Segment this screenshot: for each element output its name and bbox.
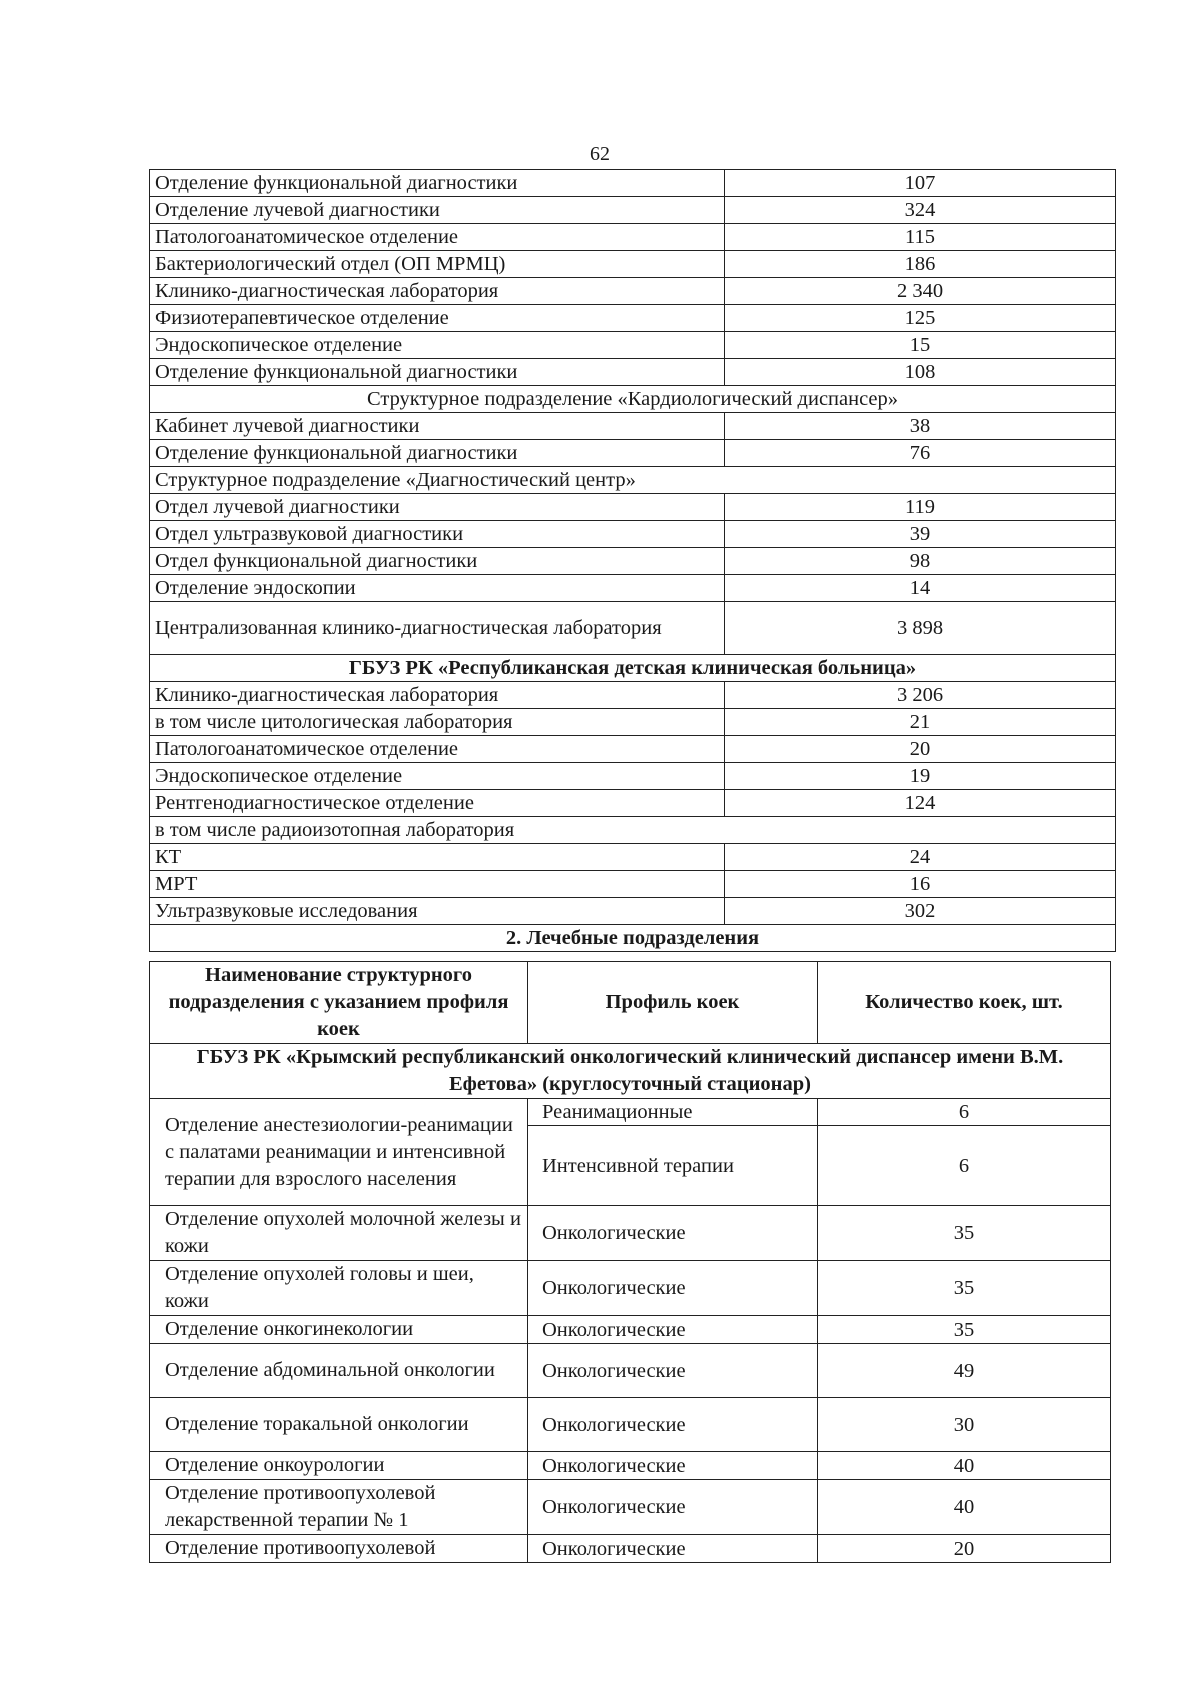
row-name: КТ (150, 844, 725, 871)
table-row (150, 736, 1116, 763)
department-name: Отделение опухолей молочной железы и кожи (150, 1206, 528, 1261)
row-value: 124 (725, 790, 1116, 817)
row-value: 186 (725, 251, 1116, 278)
bed-count: 30 (818, 1398, 1111, 1452)
table-row (150, 844, 1116, 871)
anesthesia-profile-1: Реанимационные (528, 1099, 818, 1126)
table-row (150, 709, 1116, 736)
bed-count: 49 (818, 1344, 1111, 1398)
row-value: 20 (725, 736, 1116, 763)
row-name: Отделение функциональной диагностики (150, 359, 725, 386)
row-value: 38 (725, 413, 1116, 440)
row-name: Централизованная клинико-диагностическая лаборатория (150, 602, 725, 655)
row-value: 115 (725, 224, 1116, 251)
table-row (150, 1398, 1111, 1452)
row-name: Клинико-диагностическая лаборатория (150, 278, 725, 305)
table-row (150, 575, 1116, 602)
table-row (150, 790, 1116, 817)
bed-profile: Онкологические (528, 1398, 818, 1452)
row-name: Отделение функциональной диагностики (150, 440, 725, 467)
table-row (150, 871, 1116, 898)
section-heading: Структурное подразделение «Кардиологический диспансер» (150, 386, 1116, 413)
row-name: Отделение функциональной диагностики (150, 170, 725, 197)
bed-profile: Онкологические (528, 1344, 818, 1398)
table-row (150, 548, 1116, 575)
row-value: 15 (725, 332, 1116, 359)
table-row (150, 386, 1116, 413)
section-heading: Структурное подразделение «Диагностический центр» (150, 467, 1116, 494)
department-name: Отделение торакальной онкологии (150, 1398, 528, 1452)
row-name: Отдел лучевой диагностики (150, 494, 725, 521)
table-row (150, 224, 1116, 251)
table-row (150, 278, 1116, 305)
row-value: 302 (725, 898, 1116, 925)
row-value: 19 (725, 763, 1116, 790)
bed-profile: Онкологические (528, 1316, 818, 1344)
row-value: 108 (725, 359, 1116, 386)
table-row (150, 682, 1116, 709)
table-row (150, 1206, 1111, 1261)
table-row (150, 170, 1116, 197)
bed-profile: Онкологические (528, 1206, 818, 1261)
bed-count: 35 (818, 1316, 1111, 1344)
table-row (150, 817, 1116, 844)
row-name: Отделение лучевой диагностики (150, 197, 725, 224)
bed-profile: Онкологические (528, 1480, 818, 1535)
row-value: 21 (725, 709, 1116, 736)
department-name: Отделение онкогинекологии (150, 1316, 528, 1344)
row-name: в том числе цитологическая лаборатория (150, 709, 725, 736)
row-name: Отдел ультразвуковой диагностики (150, 521, 725, 548)
department-name: Отделение противоопухолевой лекарственной терапии № 1 (150, 1480, 528, 1535)
table-row (150, 1261, 1111, 1316)
anesthesia-count-2: 6 (818, 1126, 1111, 1206)
table-row (150, 197, 1116, 224)
table-row (150, 763, 1116, 790)
row-value: 98 (725, 548, 1116, 575)
row-name: Бактериологический отдел (ОП МРМЦ) (150, 251, 725, 278)
row-value: 14 (725, 575, 1116, 602)
table-row (150, 1480, 1111, 1535)
row-value: 125 (725, 305, 1116, 332)
table-row (150, 494, 1116, 521)
section-heading: ГБУЗ РК «Республиканская детская клиническая больница» (150, 655, 1116, 682)
table-row (150, 1535, 1111, 1563)
row-value: 39 (725, 521, 1116, 548)
row-name: в том числе радиоизотопная лаборатория (150, 817, 1116, 844)
row-name: Эндоскопическое отделение (150, 332, 725, 359)
header-profile: Профиль коек (528, 962, 818, 1044)
row-name: Клинико-диагностическая лаборатория (150, 682, 725, 709)
bed-count: 40 (818, 1480, 1111, 1535)
bed-profile: Онкологические (528, 1261, 818, 1316)
table-row (150, 1344, 1111, 1398)
row-value: 16 (725, 871, 1116, 898)
diagnostics-table (149, 169, 1116, 952)
table-row (150, 359, 1116, 386)
table-row (150, 1452, 1111, 1480)
table-row (150, 521, 1116, 548)
row-value: 3 898 (725, 602, 1116, 655)
bed-profile: Онкологические (528, 1535, 818, 1563)
table-row (150, 1099, 1111, 1126)
page-number: 62 (590, 143, 610, 165)
table-row (150, 413, 1116, 440)
table-row (150, 467, 1116, 494)
department-name: Отделение противоопухолевой (150, 1535, 528, 1563)
row-name: Эндоскопическое отделение (150, 763, 725, 790)
beds-table (149, 961, 1111, 1563)
bed-count: 20 (818, 1535, 1111, 1563)
department-name: Отделение онкоурологии (150, 1452, 528, 1480)
row-name: Отдел функциональной диагностики (150, 548, 725, 575)
row-name: Патологоанатомическое отделение (150, 736, 725, 763)
row-name: Физиотерапевтическое отделение (150, 305, 725, 332)
section-heading: 2. Лечебные подразделения (150, 925, 1116, 952)
department-name: Отделение абдоминальной онкологии (150, 1344, 528, 1398)
anesthesia-profile-2: Интенсивной терапии (528, 1126, 818, 1206)
row-name: Отделение эндоскопии (150, 575, 725, 602)
bed-profile: Онкологические (528, 1452, 818, 1480)
header-name: Наименование структурного подразделения с указанием профиля коек (150, 962, 528, 1044)
row-value: 3 206 (725, 682, 1116, 709)
institution-title: ГБУЗ РК «Крымский республиканский онкологический клинический диспансер имени В.М. Ефетова» (круглосуточный стационар) (150, 1044, 1111, 1099)
row-value: 107 (725, 170, 1116, 197)
anesthesia-name: Отделение анестезиологии-реанимации с палатами реанимации и интенсивной терапии для взрослого населения (150, 1099, 528, 1206)
beds-header-row (150, 962, 1111, 1044)
table-row (150, 898, 1116, 925)
table-row (150, 1316, 1111, 1344)
row-name: Патологоанатомическое отделение (150, 224, 725, 251)
table-row (150, 305, 1116, 332)
table-row (150, 251, 1116, 278)
anesthesia-count-1: 6 (818, 1099, 1111, 1126)
department-name: Отделение опухолей головы и шеи, кожи (150, 1261, 528, 1316)
row-value: 324 (725, 197, 1116, 224)
table-row (150, 332, 1116, 359)
beds-title-row (150, 1044, 1111, 1099)
row-value: 76 (725, 440, 1116, 467)
row-value: 119 (725, 494, 1116, 521)
row-value: 2 340 (725, 278, 1116, 305)
table-row (150, 440, 1116, 467)
row-name: Ультразвуковые исследования (150, 898, 725, 925)
row-name: МРТ (150, 871, 725, 898)
table-row (150, 925, 1116, 952)
table-row (150, 602, 1116, 655)
table-row (150, 655, 1116, 682)
row-name: Рентгенодиагностическое отделение (150, 790, 725, 817)
bed-count: 35 (818, 1206, 1111, 1261)
row-name: Кабинет лучевой диагностики (150, 413, 725, 440)
header-count: Количество коек, шт. (818, 962, 1111, 1044)
bed-count: 35 (818, 1261, 1111, 1316)
row-value: 24 (725, 844, 1116, 871)
bed-count: 40 (818, 1452, 1111, 1480)
